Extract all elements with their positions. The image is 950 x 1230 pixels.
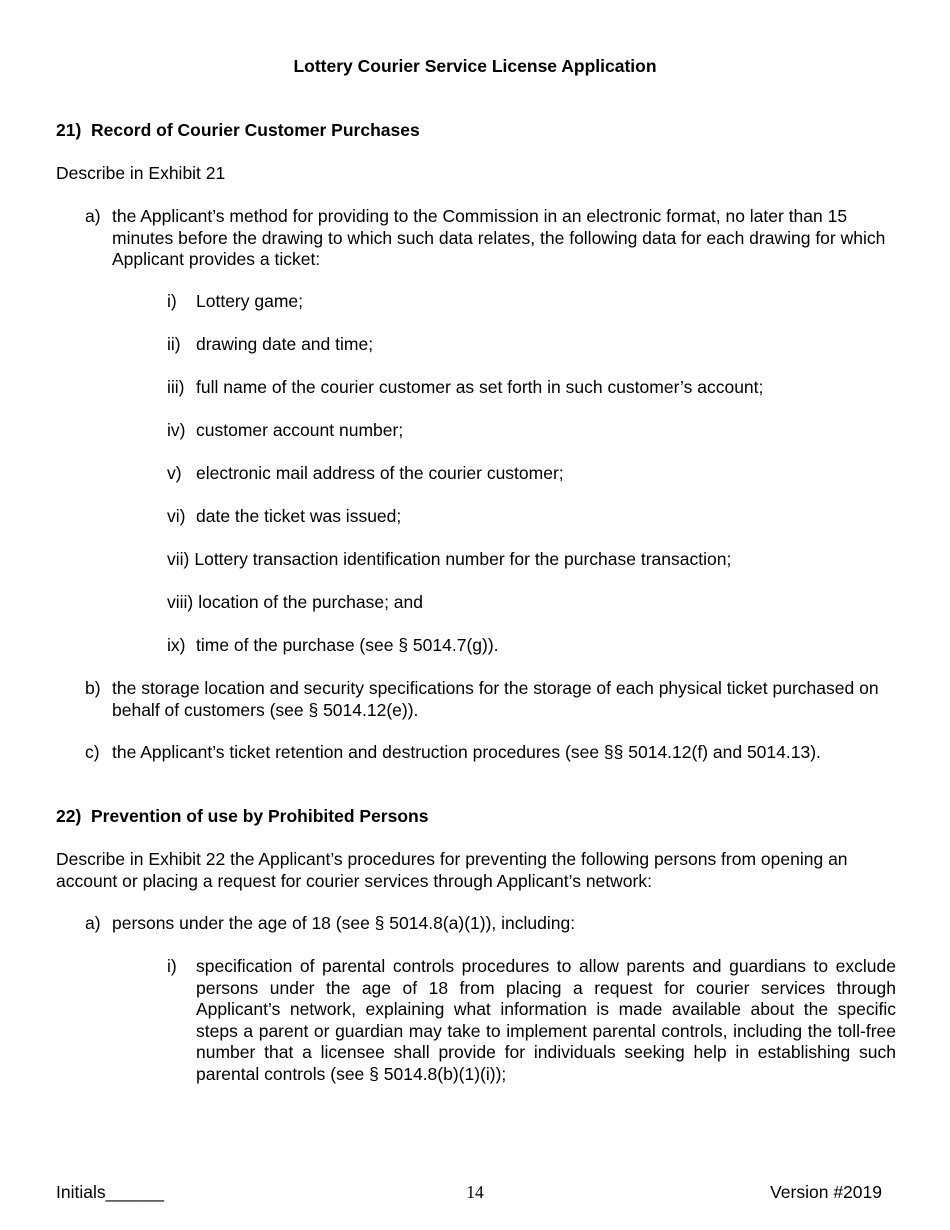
section-22-item-a [85,913,896,935]
list-item-text: the Applicant’s method for providing to the Commission in an electronic format, no later than 15 minutes before the drawing to which such data relates, the following data for each drawing for which Applicant provides a ticket: [112,206,886,269]
list-marker: c) [85,742,100,762]
list-marker: ix) [167,635,186,655]
section-21-item-c [85,742,896,764]
list-item-text: full name of the courier customer as set forth in such customer’s account; [196,377,764,397]
section-21-subitem [167,334,896,356]
list-marker: viii) [167,592,194,612]
list-item-text: the storage location and security specifications for the storage of each physical ticket purchased on behalf of customers (see § 5014.12(e)). [112,678,879,720]
list-marker: vi) [167,506,186,526]
section-21-subitem [167,549,896,571]
list-item-text: Lottery transaction identification number for the purchase transaction; [194,549,732,569]
list-marker: v) [167,463,182,483]
page-title: Lottery Courier Service License Application [293,56,657,76]
list-marker: vii) [167,549,190,569]
list-item-text: time of the purchase (see § 5014.7(g)). [196,635,499,655]
section-21-item-a [85,206,896,271]
list-item-text: date the ticket was issued; [196,506,402,526]
section-21-item-b [85,678,896,721]
footer-version: Version #2019 [770,1182,882,1202]
section-22-heading [56,806,428,828]
list-marker: iv) [167,420,186,440]
section-21-subitem [167,506,896,528]
list-marker: a) [85,913,101,933]
list-item-text: drawing date and time; [196,334,374,354]
list-item-text: electronic mail address of the courier customer; [196,463,564,483]
section-21-subitem [167,420,896,442]
section-21-subitem [167,291,896,313]
list-marker: i) [167,291,177,311]
section-21-subitem [167,635,896,657]
list-marker: iii) [167,377,185,397]
list-marker: b) [85,678,101,698]
list-item-text: persons under the age of 18 (see § 5014.8(a)(1)), including: [112,913,576,933]
section-21-subitem [167,463,896,485]
footer-initials: Initials______ [56,1182,164,1202]
section-21-subitem [167,377,896,399]
section-21-number: 21) [56,120,82,140]
section-22-title: Prevention of use by Prohibited Persons [91,806,429,826]
section-21-title: Record of Courier Customer Purchases [91,120,420,140]
list-marker: a) [85,206,101,226]
list-item-text: the Applicant’s ticket retention and destruction procedures (see §§ 5014.12(f) and 5014.13). [112,742,821,762]
list-marker: i) [167,956,177,976]
section-22-intro: Describe in Exhibit 22 the Applicant’s procedures for preventing the following persons from opening an account or placing a request for courier services through Applicant’s network: [56,849,848,891]
list-item-text: location of the purchase; and [198,592,423,612]
section-21-heading [56,120,420,142]
list-marker: ii) [167,334,181,354]
list-item-text: customer account number; [196,420,404,440]
section-22-subitem [167,956,896,1085]
section-21-subitem [167,592,896,614]
section-22-number: 22) [56,806,82,826]
page-number: 14 [466,1182,484,1202]
list-item-text: Lottery game; [196,291,303,311]
list-item-text: specification of parental controls procedures to allow parents and guardians to exclude persons under the age of 18 from placing a request for courier services through Applicant’s network, explaining what information is made available about the specific steps a parent or guardian may take to implement parental controls, including the toll-free number that a licensee shall provide for individuals seeking help in establishing such parental controls (see § 5014.8(b)(1)(i)); [196,956,896,1084]
section-21-intro: Describe in Exhibit 21 [56,163,226,183]
